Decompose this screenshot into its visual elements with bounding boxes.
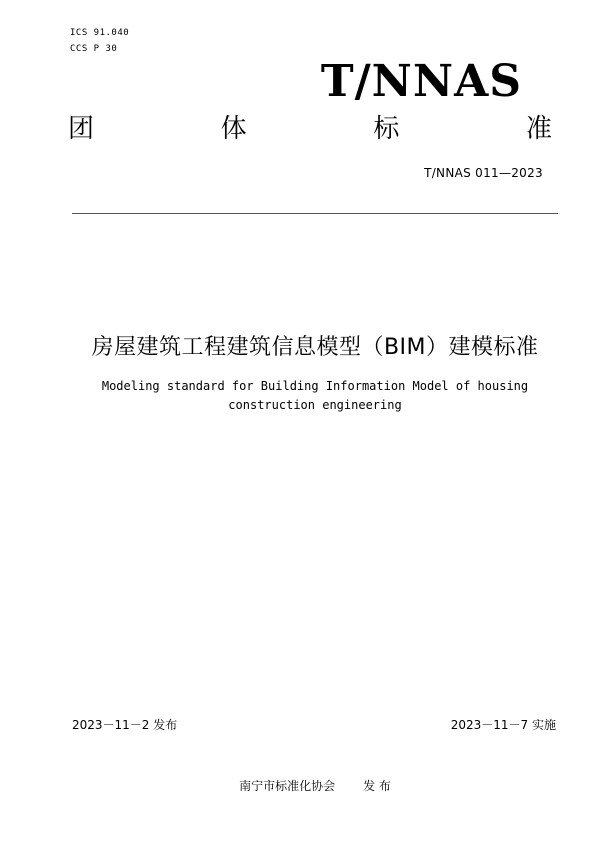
header-divider (72, 213, 558, 214)
standard-type-char: 标 (373, 114, 400, 144)
implement-date: 2023－11－7 实施 (450, 718, 556, 732)
standard-type (68, 116, 552, 142)
title-english-line: Modeling standard for Building Information Model of housing (101, 379, 529, 393)
ics-code: ICS 91.040 (70, 28, 130, 38)
ccs-code: CCS P 30 (70, 44, 118, 54)
standard-logo: T/NNAS (320, 56, 522, 107)
standard-code: T/NNAS 011—2023 (424, 166, 543, 180)
publish-date: 2023－11－2 发布 (72, 718, 178, 732)
standard-type-char: 体 (220, 114, 247, 144)
standard-type-char: 团 (68, 114, 95, 144)
issuer-action: 发 布 (363, 779, 391, 793)
standard-type-char: 准 (525, 114, 552, 144)
title-english-line: construction engineering (228, 398, 402, 412)
issuer (0, 777, 600, 794)
title-chinese: 房屋建筑工程建筑信息模型（BIM）建模标准 (91, 335, 539, 360)
issuer-org: 南宁市标准化协会 (239, 779, 336, 793)
title-english (0, 377, 600, 415)
